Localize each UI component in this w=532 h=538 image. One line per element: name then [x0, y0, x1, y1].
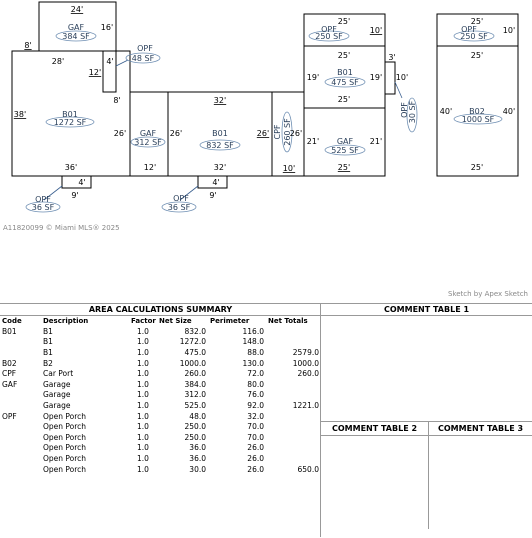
- table-cell: 36.0: [189, 443, 206, 453]
- table-cell: 80.0: [247, 379, 264, 389]
- table-cell: 260.0: [184, 369, 206, 379]
- area-code-label: CPF: [273, 124, 282, 140]
- table-row: [0, 337, 321, 348]
- table-cell: [0, 347, 41, 358]
- table-cell: 148.0: [242, 337, 264, 347]
- dim-label: 26': [113, 129, 127, 138]
- table-cell: Garage: [43, 390, 71, 400]
- table-cell: 1.0: [137, 464, 149, 474]
- comment-lower-border: [321, 421, 532, 422]
- header-code: Code: [2, 317, 22, 325]
- dim-label: 32': [213, 96, 227, 105]
- area-size-label: 525 SF: [331, 146, 359, 155]
- comment-divider: [320, 303, 321, 537]
- area-ellipses: [26, 31, 502, 212]
- porch-36a-outline: [62, 176, 91, 188]
- dim-label: 25': [470, 51, 484, 60]
- table-cell: [266, 432, 321, 443]
- table-cell: Open Porch: [43, 464, 87, 474]
- table-cell: [0, 464, 41, 475]
- table-cell: [266, 411, 321, 422]
- table-cell: [266, 390, 321, 401]
- dim-label: 28': [51, 57, 65, 66]
- table-cell: 2579.0: [292, 347, 319, 357]
- table-cell: 312.0: [184, 390, 206, 400]
- table-cell: Garage: [43, 379, 71, 389]
- comment-table-3-title: COMMENT TABLE 3: [437, 424, 524, 433]
- area-size-label: 312 SF: [134, 138, 162, 147]
- table-cell: [266, 379, 321, 390]
- table-cell: 832.0: [184, 326, 206, 336]
- table-cell: 1.0: [137, 453, 149, 463]
- table-cell: GAF: [2, 379, 18, 389]
- dim-label: 9': [71, 191, 79, 200]
- table-cell: 525.0: [184, 400, 206, 410]
- table-cell: [0, 432, 41, 443]
- table-cell: 1.0: [137, 390, 149, 400]
- table-header-row: [0, 316, 321, 326]
- header-perimeter: Perimeter: [210, 317, 250, 325]
- comment-tables-underline: [321, 435, 532, 436]
- dim-label: 4': [212, 178, 220, 187]
- table-cell: 130.0: [242, 358, 264, 368]
- dim-label: 40': [439, 107, 453, 116]
- table-cell: 26.0: [247, 464, 264, 474]
- area-code-label: OPF: [400, 102, 409, 118]
- dim-label: 38': [13, 110, 27, 119]
- dim-label: 25': [337, 163, 351, 172]
- table-row: [0, 411, 321, 422]
- mls-watermark: A11820099 © Miami MLS® 2025: [3, 224, 120, 232]
- table-cell: B1: [43, 337, 53, 347]
- dim-label: 25': [337, 51, 351, 60]
- comment-table-divider: [428, 421, 429, 529]
- table-cell: [0, 443, 41, 454]
- table-cell: Open Porch: [43, 453, 87, 463]
- table-cell: Open Porch: [43, 422, 87, 432]
- summary-title: AREA CALCULATIONS SUMMARY: [0, 304, 321, 316]
- table-cell: 36.0: [189, 453, 206, 463]
- table-cell: 250.0: [184, 422, 206, 432]
- table-cell: B02: [2, 358, 17, 368]
- dim-label: 26': [256, 129, 270, 138]
- table-cell: 76.0: [247, 390, 264, 400]
- table-row: [0, 453, 321, 464]
- area-size-label: 30 SF: [408, 100, 417, 124]
- dim-label: 25': [337, 95, 351, 104]
- table-cell: 1.0: [137, 411, 149, 421]
- table-cell: 1.0: [137, 422, 149, 432]
- area-code-label: OPF: [173, 194, 189, 203]
- table-cell: 1.0: [137, 326, 149, 336]
- table-cell: 70.0: [247, 432, 264, 442]
- table-cell: 250.0: [184, 432, 206, 442]
- table-cell: [0, 337, 41, 348]
- area-code-label: OPF: [137, 44, 153, 53]
- table-cell: 1.0: [137, 400, 149, 410]
- table-cell: 48.0: [189, 411, 206, 421]
- dim-label: 36': [64, 163, 78, 172]
- area-size-label: 250 SF: [315, 32, 343, 41]
- table-row: [0, 368, 321, 379]
- table-cell: 1272.0: [179, 337, 206, 347]
- area-code-label: B02: [469, 107, 485, 116]
- header-net-size: Net Size: [159, 317, 192, 325]
- dim-label: 21': [369, 137, 383, 146]
- dim-label: 21': [306, 137, 320, 146]
- table-cell: 1000.0: [179, 358, 206, 368]
- table-cell: [266, 337, 321, 348]
- table-row: [0, 347, 321, 358]
- area-code-label: GAF: [139, 129, 157, 138]
- table-cell: 650.0: [297, 464, 319, 474]
- table-cell: [0, 390, 41, 401]
- table-row: [0, 358, 321, 369]
- table-cell: B1: [43, 347, 53, 357]
- table-cell: Garage: [43, 400, 71, 410]
- comment-table-2-title: COMMENT TABLE 2: [331, 424, 418, 433]
- dim-label: 16': [100, 23, 114, 32]
- table-cell: [0, 400, 41, 411]
- dim-label: 10': [395, 73, 409, 82]
- area-size-label: 1272 SF: [53, 118, 87, 127]
- table-cell: 1.0: [137, 379, 149, 389]
- dim-label: 4': [106, 57, 114, 66]
- table-cell: 475.0: [184, 347, 206, 357]
- dim-label: 10': [369, 26, 383, 35]
- table-cell: [266, 326, 321, 337]
- dim-label: 26': [169, 129, 183, 138]
- dim-label: 12': [143, 163, 157, 172]
- area-size-label: 260 SF: [283, 118, 292, 146]
- dim-label: 25': [337, 17, 351, 26]
- table-cell: [0, 421, 41, 432]
- comment-table-1-title: COMMENT TABLE 1: [383, 305, 470, 314]
- dim-label: 4': [78, 178, 86, 187]
- area-calculations-table: [0, 316, 321, 474]
- dim-label: 8': [24, 41, 32, 50]
- header-factor: Factor: [131, 317, 156, 325]
- dim-label: 10': [502, 26, 516, 35]
- dim-label: 12': [88, 68, 102, 77]
- table-cell: 1000.0: [292, 358, 319, 368]
- walls: [12, 2, 518, 188]
- table-cell: Open Porch: [43, 443, 87, 453]
- table-cell: 26.0: [247, 453, 264, 463]
- header-description: Description: [43, 317, 89, 325]
- area-size-label: 1000 SF: [461, 115, 495, 124]
- dim-label: 19': [306, 73, 320, 82]
- area-code-label: OPF: [35, 195, 51, 204]
- dim-label: 40': [502, 107, 516, 116]
- table-cell: CPF: [2, 369, 17, 379]
- table-cell: [266, 453, 321, 464]
- sketch-credit: Sketch by Apex Sketch: [448, 290, 528, 298]
- table-cell: 26.0: [247, 443, 264, 453]
- area-code-label: GAF: [67, 23, 85, 32]
- area-size-label: 475 SF: [331, 78, 359, 87]
- dim-label: 32': [213, 163, 227, 172]
- area-size-label: 36 SF: [167, 203, 191, 212]
- table-cell: B01: [2, 326, 17, 336]
- dim-label: 3': [388, 53, 396, 62]
- area-size-label: 832 SF: [206, 141, 234, 150]
- table-cell: Car Port: [43, 369, 74, 379]
- table-cell: 1.0: [137, 432, 149, 442]
- table-row: [0, 432, 321, 443]
- table-cell: 72.0: [247, 369, 264, 379]
- table-cell: B1: [43, 326, 53, 336]
- area-code-label: B01: [337, 68, 353, 77]
- area-code-label: B01: [62, 110, 78, 119]
- table-cell: 30.0: [189, 464, 206, 474]
- table-cell: 1.0: [137, 358, 149, 368]
- calc-table-body: [0, 326, 321, 474]
- table-cell: 1.0: [137, 347, 149, 357]
- table-cell: OPF: [2, 411, 17, 421]
- table-cell: 1.0: [137, 337, 149, 347]
- comment-table-1-underline: [321, 315, 532, 316]
- area-code-label: GAF: [336, 137, 354, 146]
- table-row: [0, 464, 321, 475]
- dim-label: 19': [369, 73, 383, 82]
- area-size-label: 48 SF: [131, 54, 155, 63]
- dim-label: 8': [113, 96, 121, 105]
- porch-30-outline: [385, 62, 395, 94]
- dim-label: 10': [282, 164, 296, 173]
- table-cell: 88.0: [247, 347, 264, 357]
- table-cell: 116.0: [242, 326, 264, 336]
- dim-label: 24': [70, 5, 84, 14]
- table-row: [0, 379, 321, 390]
- area-size-label: 250 SF: [460, 32, 488, 41]
- dim-label: 25': [470, 163, 484, 172]
- table-cell: [266, 421, 321, 432]
- table-cell: 92.0: [247, 400, 264, 410]
- table-cell: 1.0: [137, 369, 149, 379]
- header-net-totals: Net Totals: [268, 317, 308, 325]
- table-cell: 32.0: [247, 411, 264, 421]
- area-code-label: OPF: [321, 25, 337, 34]
- table-row: [0, 443, 321, 454]
- dim-label: 25': [470, 17, 484, 26]
- table-cell: Open Porch: [43, 411, 87, 421]
- floor-plan-sketch: [0, 0, 532, 240]
- area-size-label: 384 SF: [62, 32, 90, 41]
- dim-label: 26': [289, 129, 303, 138]
- area-code-label: B01: [212, 129, 228, 138]
- table-row: [0, 326, 321, 337]
- table-cell: B2: [43, 358, 53, 368]
- table-cell: 70.0: [247, 422, 264, 432]
- area-code-label: OPF: [461, 25, 477, 34]
- area-size-label: 36 SF: [31, 203, 55, 212]
- table-cell: 384.0: [184, 379, 206, 389]
- table-row: [0, 400, 321, 411]
- table-cell: Open Porch: [43, 432, 87, 442]
- table-cell: 1221.0: [292, 400, 319, 410]
- table-cell: 260.0: [297, 369, 319, 379]
- area-calculations-summary: [0, 303, 321, 538]
- table-cell: [0, 453, 41, 464]
- table-cell: [266, 443, 321, 454]
- table-row: [0, 390, 321, 401]
- table-row: [0, 421, 321, 432]
- dim-label: 9': [209, 191, 217, 200]
- table-cell: 1.0: [137, 443, 149, 453]
